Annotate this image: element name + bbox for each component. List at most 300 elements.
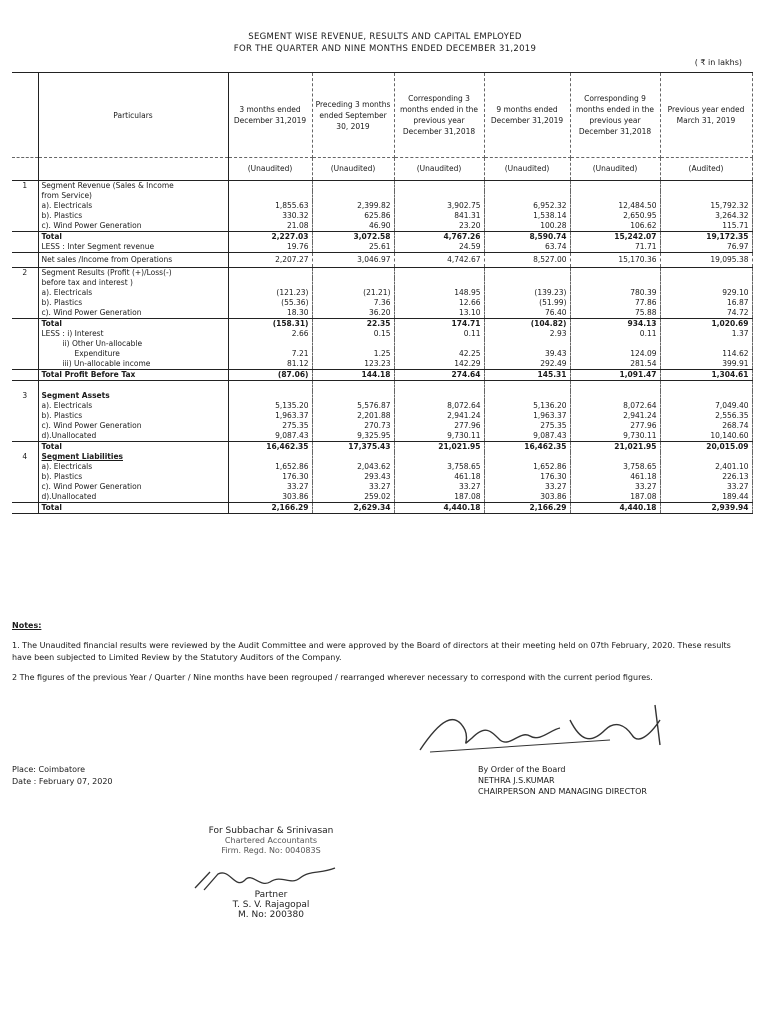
segment-table	[12, 72, 753, 514]
cell-col6: 16.87	[660, 298, 752, 308]
cell-col4: 39.43	[484, 349, 570, 359]
cell-col4: 145.31	[484, 370, 570, 381]
cell-col6: 7,049.40	[660, 401, 752, 411]
cell-col1	[228, 268, 312, 279]
cell-col6: 76.97	[660, 242, 752, 253]
place-text: Place: Coimbatore	[12, 765, 86, 774]
stamp-role: Partner	[254, 890, 288, 900]
cell-col5: 277.96	[570, 421, 660, 431]
row-number	[12, 411, 38, 421]
cell-col2: 0.15	[312, 329, 394, 339]
cell-col2: 2,043.62	[312, 462, 394, 472]
cell-col4: 16,462.35	[484, 442, 570, 453]
table-row	[12, 221, 752, 232]
cell-col1: (87.06)	[228, 370, 312, 381]
cell-col4: 63.74	[484, 242, 570, 253]
table-row	[12, 268, 752, 279]
row-number: 2	[12, 268, 38, 279]
cell-col5: 8,072.64	[570, 401, 660, 411]
table-row	[12, 391, 752, 401]
cell-col6: 1,304.61	[660, 370, 752, 381]
row-label: c). Wind Power Generation	[38, 482, 228, 492]
table-row	[12, 329, 752, 339]
cell-col3	[394, 268, 484, 279]
cell-col5	[570, 268, 660, 279]
table-row	[12, 381, 752, 392]
report-title-line1: SEGMENT WISE REVENUE, RESULTS AND CAPITAL EMPLOYED	[248, 32, 522, 42]
cell-col3: 277.96	[394, 421, 484, 431]
cell-col4: 33.27	[484, 482, 570, 492]
cell-col1	[228, 278, 312, 288]
auditor-signature	[190, 862, 340, 896]
cell-col3: 3,902.75	[394, 201, 484, 211]
cell-col4: 2,166.29	[484, 503, 570, 514]
row-label: d).Unallocated	[38, 431, 228, 442]
cell-col3: 0.11	[394, 329, 484, 339]
cell-col3: 24.59	[394, 242, 484, 253]
cell-col3: 42.25	[394, 349, 484, 359]
table-row	[12, 452, 752, 462]
audit-col1: (Unaudited)	[228, 158, 312, 181]
row-number	[12, 298, 38, 308]
note-1: 1. The Unaudited financial results were reviewed by the Audit Committee and were approved by the Board of directors at their meeting held on 07th February, 2020. These results have been subjected to Limited Review by the Statutory Auditors of the Company.	[12, 641, 731, 662]
cell-col5: 15,170.36	[570, 253, 660, 268]
cell-col2: 22.35	[312, 319, 394, 330]
segment-table-body	[12, 73, 752, 514]
table-row	[12, 370, 752, 381]
cell-col5	[570, 391, 660, 401]
cell-col4: 9,087.43	[484, 431, 570, 442]
cell-col5: 2,941.24	[570, 411, 660, 421]
cell-col2: 36.20	[312, 308, 394, 319]
stamp-sub1: Chartered Accountants	[224, 836, 318, 845]
audit-col3: (Unaudited)	[394, 158, 484, 181]
row-label: Total	[38, 503, 228, 514]
table-row	[12, 201, 752, 211]
table-row	[12, 431, 752, 442]
cell-col6: 226.13	[660, 472, 752, 482]
row-number	[12, 359, 38, 370]
cell-col3: 461.18	[394, 472, 484, 482]
row-number: 1	[12, 181, 38, 192]
cell-col5: 21,021.95	[570, 442, 660, 453]
header-col1: 3 months ended December 31,2019	[228, 73, 312, 158]
cell-col1: 2,207.27	[228, 253, 312, 268]
cell-col2: 2,399.82	[312, 201, 394, 211]
audit-col6: (Audited)	[660, 158, 752, 181]
cell-col2: (21.21)	[312, 288, 394, 298]
cell-col1: 275.35	[228, 421, 312, 431]
row-label: Total	[38, 319, 228, 330]
cell-col1: (121.23)	[228, 288, 312, 298]
cell-col2	[312, 278, 394, 288]
table-row	[12, 339, 752, 349]
cell-col3	[394, 278, 484, 288]
cell-col3	[394, 391, 484, 401]
cell-col2	[312, 339, 394, 349]
row-label: Net sales /Income from Operations	[38, 253, 228, 268]
cell-col5: 124.09	[570, 349, 660, 359]
cell-col3: 148.95	[394, 288, 484, 298]
cell-col2: 2,629.34	[312, 503, 394, 514]
row-number	[12, 401, 38, 411]
cell-col2: 9,325.95	[312, 431, 394, 442]
table-row	[12, 472, 752, 482]
cell-col2: 293.43	[312, 472, 394, 482]
cell-col4	[484, 339, 570, 349]
cell-col6: 189.44	[660, 492, 752, 503]
row-number	[12, 242, 38, 253]
stamp-sub2: Firm. Regd. No: 004083S	[221, 846, 321, 855]
cell-col4	[484, 381, 570, 392]
header-particulars: Particulars	[38, 73, 228, 158]
cell-col2: 3,072.58	[312, 232, 394, 243]
audit-status-row	[12, 158, 752, 181]
row-label-text: Segment Liabilities	[41, 452, 123, 461]
row-number	[12, 221, 38, 232]
cell-col4: (139.23)	[484, 288, 570, 298]
cell-col2	[312, 191, 394, 201]
cell-col3	[394, 452, 484, 462]
row-number	[12, 278, 38, 288]
table-row	[12, 253, 752, 268]
cell-col1: 33.27	[228, 482, 312, 492]
cell-col6: 15,792.32	[660, 201, 752, 211]
cell-col1: 7.21	[228, 349, 312, 359]
cell-col5	[570, 191, 660, 201]
row-label: Segment Assets	[38, 391, 228, 401]
cell-col2	[312, 452, 394, 462]
cell-col1: 303.86	[228, 492, 312, 503]
cell-col4	[484, 278, 570, 288]
row-number	[12, 308, 38, 319]
cell-col5	[570, 181, 660, 192]
row-number	[12, 319, 38, 330]
cell-col4	[484, 181, 570, 192]
table-row	[12, 288, 752, 298]
cell-col1	[228, 191, 312, 201]
row-number	[12, 370, 38, 381]
board-line1: By Order of the Board	[478, 765, 566, 774]
table-row	[12, 462, 752, 472]
cell-col4	[484, 391, 570, 401]
cell-col3: 3,758.65	[394, 462, 484, 472]
row-number	[12, 201, 38, 211]
cell-col1: 2.66	[228, 329, 312, 339]
cell-col6: 19,095.38	[660, 253, 752, 268]
cell-col4: 100.28	[484, 221, 570, 232]
row-label: b). Plastics	[38, 211, 228, 221]
cell-col1	[228, 452, 312, 462]
cell-col3: 13.10	[394, 308, 484, 319]
cell-col3: 8,072.64	[394, 401, 484, 411]
cell-col3: 4,767.26	[394, 232, 484, 243]
cell-col2: 1.25	[312, 349, 394, 359]
cell-col1	[228, 181, 312, 192]
cell-col6: 10,140.60	[660, 431, 752, 442]
cell-col1: 1,652.86	[228, 462, 312, 472]
cell-col6: 114.62	[660, 349, 752, 359]
cell-col3: 23.20	[394, 221, 484, 232]
cell-col4: 1,538.14	[484, 211, 570, 221]
stamp-firm: For Subbachar & Srinivasan	[208, 826, 334, 836]
cell-col4: 176.30	[484, 472, 570, 482]
cell-col4	[484, 191, 570, 201]
row-number	[12, 472, 38, 482]
table-row	[12, 503, 752, 514]
row-number	[12, 431, 38, 442]
cell-col6	[660, 181, 752, 192]
cell-col1: (158.31)	[228, 319, 312, 330]
table-row	[12, 492, 752, 503]
cell-col6: 929.10	[660, 288, 752, 298]
row-number	[12, 349, 38, 359]
cell-col5: 2,650.95	[570, 211, 660, 221]
cell-col6: 1,020.69	[660, 319, 752, 330]
cell-col5	[570, 381, 660, 392]
table-row	[12, 242, 752, 253]
cell-col6: 2,401.10	[660, 462, 752, 472]
cell-col6	[660, 191, 752, 201]
row-number	[12, 211, 38, 221]
audit-col5: (Unaudited)	[570, 158, 660, 181]
row-number	[12, 421, 38, 431]
row-label: ii) Other Un-allocable	[38, 339, 228, 349]
cell-col6: 3,264.32	[660, 211, 752, 221]
row-number	[12, 462, 38, 472]
cell-col5: 780.39	[570, 288, 660, 298]
board-line3: CHAIRPERSON AND MANAGING DIRECTOR	[478, 787, 647, 796]
cell-col2: 3,046.97	[312, 253, 394, 268]
cell-col3: 274.64	[394, 370, 484, 381]
cell-col3: 12.66	[394, 298, 484, 308]
cell-col2	[312, 181, 394, 192]
cell-col6: 2,556.35	[660, 411, 752, 421]
table-row	[12, 191, 752, 201]
cell-col5: 1,091.47	[570, 370, 660, 381]
row-number	[12, 288, 38, 298]
row-label: d).Unallocated	[38, 492, 228, 503]
stamp-mno: M. No: 200380	[238, 910, 304, 920]
audit-col4: (Unaudited)	[484, 158, 570, 181]
cell-col2: 5,576.87	[312, 401, 394, 411]
cell-col6	[660, 339, 752, 349]
cell-col3	[394, 339, 484, 349]
header-col6: Previous year ended March 31, 2019	[660, 73, 752, 158]
cell-col2: 625.86	[312, 211, 394, 221]
cell-col4: 2.93	[484, 329, 570, 339]
row-label: LESS : i) Interest	[38, 329, 228, 339]
table-row	[12, 232, 752, 243]
row-label: LESS : Inter Segment revenue	[38, 242, 228, 253]
cell-col5: 281.54	[570, 359, 660, 370]
board-line2: NETHRA J.S.KUMAR	[478, 776, 555, 785]
row-label: a). Electricals	[38, 401, 228, 411]
cell-col2	[312, 268, 394, 279]
cell-col1: 9,087.43	[228, 431, 312, 442]
table-row	[12, 278, 752, 288]
row-label: c). Wind Power Generation	[38, 221, 228, 232]
cell-col3	[394, 181, 484, 192]
cell-col6: 19,172.35	[660, 232, 752, 243]
cell-col3: 21,021.95	[394, 442, 484, 453]
cell-col1: 1,963.37	[228, 411, 312, 421]
cell-col3: 2,941.24	[394, 411, 484, 421]
row-number	[12, 492, 38, 503]
cell-col5: 461.18	[570, 472, 660, 482]
cell-col5: 4,440.18	[570, 503, 660, 514]
cell-col1	[228, 339, 312, 349]
date-text: Date : February 07, 2020	[12, 777, 113, 786]
row-label: Segment Results (Profit (+)/Loss(-)	[38, 268, 228, 279]
cell-col4: 292.49	[484, 359, 570, 370]
row-label: Total	[38, 232, 228, 243]
cell-col2: 123.23	[312, 359, 394, 370]
row-label: Total Profit Before Tax	[38, 370, 228, 381]
cell-col1	[228, 381, 312, 392]
cell-col2: 25.61	[312, 242, 394, 253]
row-number	[12, 442, 38, 453]
table-row	[12, 359, 752, 370]
cell-col1: 21.08	[228, 221, 312, 232]
cell-col4: 8,590.74	[484, 232, 570, 243]
cell-col2	[312, 391, 394, 401]
cell-col5: 71.71	[570, 242, 660, 253]
table-row	[12, 482, 752, 492]
cell-col3: 9,730.11	[394, 431, 484, 442]
header-no	[12, 73, 38, 158]
cell-col5: 33.27	[570, 482, 660, 492]
row-number	[12, 329, 38, 339]
table-row	[12, 442, 752, 453]
row-label: b). Plastics	[38, 411, 228, 421]
row-label: Expenditure	[38, 349, 228, 359]
cell-col6: 33.27	[660, 482, 752, 492]
cell-col4: (104.82)	[484, 319, 570, 330]
row-number	[12, 232, 38, 243]
cell-col3: 142.29	[394, 359, 484, 370]
cell-col5: 9,730.11	[570, 431, 660, 442]
cell-col4: (51.99)	[484, 298, 570, 308]
units-label: ( ₹ in lakhs)	[694, 58, 742, 67]
cell-col4	[484, 268, 570, 279]
note-2: 2 The figures of the previous Year / Quarter / Nine months have been regrouped / rearranged wherever necessary to correspond with the current period figures.	[12, 673, 653, 682]
board-order-block	[478, 764, 647, 797]
row-number	[12, 381, 38, 392]
cell-col3	[394, 191, 484, 201]
cell-col5: 12,484.50	[570, 201, 660, 211]
row-label: a). Electricals	[38, 201, 228, 211]
cell-col1: 2,227.03	[228, 232, 312, 243]
cell-col5	[570, 339, 660, 349]
cell-col6: 268.74	[660, 421, 752, 431]
cell-col2: 2,201.88	[312, 411, 394, 421]
cell-col6: 20,015.09	[660, 442, 752, 453]
cell-col3: 4,742.67	[394, 253, 484, 268]
cell-col2: 144.18	[312, 370, 394, 381]
cell-col3: 174.71	[394, 319, 484, 330]
row-label: b). Plastics	[38, 472, 228, 482]
cell-col5: 77.86	[570, 298, 660, 308]
notes-section	[12, 620, 747, 692]
row-number	[12, 191, 38, 201]
cell-col6: 399.91	[660, 359, 752, 370]
row-label: c). Wind Power Generation	[38, 421, 228, 431]
cell-col2: 259.02	[312, 492, 394, 503]
table-row	[12, 308, 752, 319]
cell-col1: 330.32	[228, 211, 312, 221]
audit-col2: (Unaudited)	[312, 158, 394, 181]
cell-col6	[660, 391, 752, 401]
cell-col4: 6,952.32	[484, 201, 570, 211]
cell-col6: 115.71	[660, 221, 752, 232]
cell-col4: 1,652.86	[484, 462, 570, 472]
row-label: from Service)	[38, 191, 228, 201]
cell-col6: 2,939.94	[660, 503, 752, 514]
cell-col1: 176.30	[228, 472, 312, 482]
cell-col5: 934.13	[570, 319, 660, 330]
cell-col2: 33.27	[312, 482, 394, 492]
cell-col1: 19.76	[228, 242, 312, 253]
chairperson-signature	[410, 700, 670, 760]
row-label: Segment Revenue (Sales & Income	[38, 181, 228, 192]
cell-col4: 1,963.37	[484, 411, 570, 421]
cell-col3: 841.31	[394, 211, 484, 221]
table-row	[12, 298, 752, 308]
cell-col3: 33.27	[394, 482, 484, 492]
header-col4: 9 months ended December 31,2019	[484, 73, 570, 158]
cell-col5	[570, 278, 660, 288]
cell-col6	[660, 268, 752, 279]
cell-col3: 187.08	[394, 492, 484, 503]
row-label	[38, 452, 228, 462]
cell-col6: 74.72	[660, 308, 752, 319]
cell-col4: 8,527.00	[484, 253, 570, 268]
cell-col5: 0.11	[570, 329, 660, 339]
table-row	[12, 411, 752, 421]
cell-col6	[660, 278, 752, 288]
cell-col5: 3,758.65	[570, 462, 660, 472]
cell-col1: 2,166.29	[228, 503, 312, 514]
cell-col4: 76.40	[484, 308, 570, 319]
header-col3: Corresponding 3 months ended in the previous year December 31,2018	[394, 73, 484, 158]
cell-col2: 7.36	[312, 298, 394, 308]
row-number	[12, 253, 38, 268]
header-col2: Preceding 3 months ended September 30, 2019	[312, 73, 394, 158]
table-row	[12, 319, 752, 330]
table-row	[12, 401, 752, 411]
header-col5: Corresponding 9 months ended in the previous year December 31,2018	[570, 73, 660, 158]
table-row	[12, 181, 752, 192]
cell-col3	[394, 381, 484, 392]
cell-col1: 81.12	[228, 359, 312, 370]
cell-col1: 5,135.20	[228, 401, 312, 411]
cell-col3: 4,440.18	[394, 503, 484, 514]
row-label: c). Wind Power Generation	[38, 308, 228, 319]
row-label: Total	[38, 442, 228, 453]
cell-col4: 5,136.20	[484, 401, 570, 411]
table-row	[12, 421, 752, 431]
stamp-name: T. S. V. Rajagopal	[232, 900, 310, 910]
cell-col1: 16,462.35	[228, 442, 312, 453]
row-label: iii) Un-allocable income	[38, 359, 228, 370]
report-title-line2: FOR THE QUARTER AND NINE MONTHS ENDED DECEMBER 31,2019	[233, 44, 537, 54]
cell-col5: 15,242.07	[570, 232, 660, 243]
table-row	[12, 211, 752, 221]
cell-col4: 275.35	[484, 421, 570, 431]
row-number	[12, 503, 38, 514]
cell-col2: 17,375.43	[312, 442, 394, 453]
